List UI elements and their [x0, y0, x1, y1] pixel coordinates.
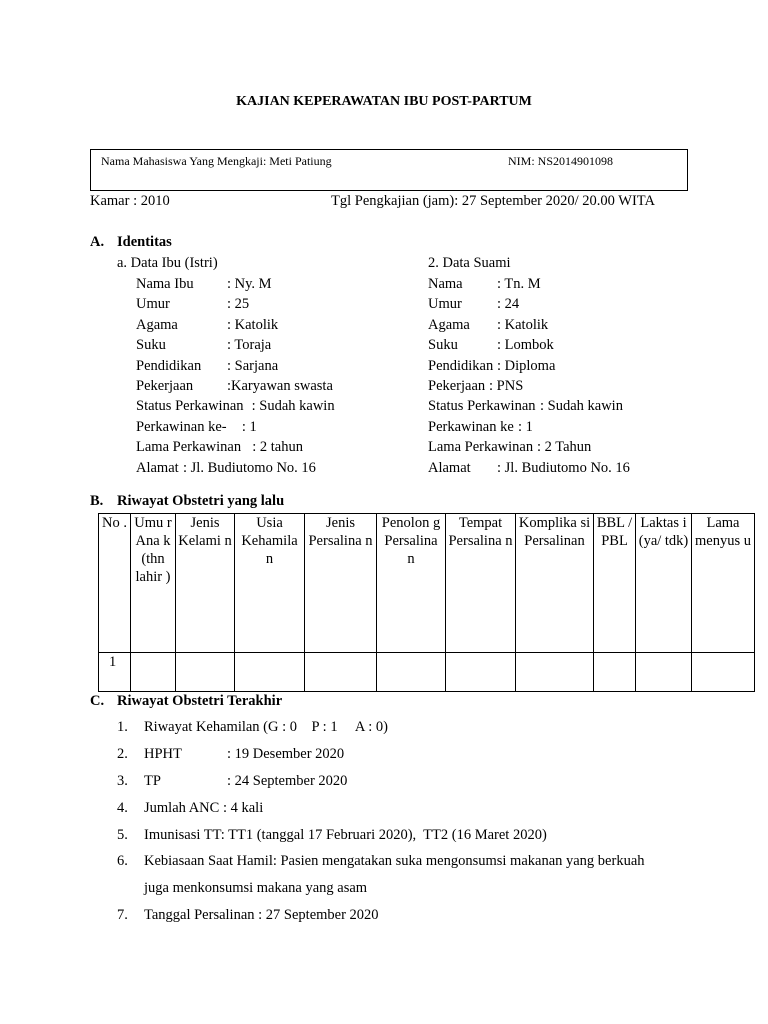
assessment-date: Tgl Pengkajian (jam): 27 September 2020/ 20.00 WITA — [331, 193, 655, 209]
husband-field-value: : 1 — [518, 418, 533, 435]
wife-field-value: : 2 tahun — [245, 439, 303, 456]
table-cell — [636, 653, 692, 692]
student-name: Nama Mahasiswa Yang Mengkaji: Meti Patiung — [101, 154, 332, 168]
wife-field-value: : Katolik — [227, 316, 279, 333]
room-number: Kamar : 2010 — [90, 193, 170, 209]
table-header-cell: Jenis Kelami n — [176, 514, 235, 653]
table-cell — [516, 653, 594, 692]
list-item-number: 6. — [117, 853, 128, 869]
list-item-text: Tanggal Persalinan : 27 September 2020 — [144, 907, 379, 923]
tp-value: : 24 September 2020 — [227, 773, 348, 789]
husband-heading: 2. Data Suami — [428, 255, 511, 271]
table-header-cell: Laktas i (ya/ tdk) — [636, 514, 692, 653]
husband-field-label: Agama — [428, 316, 470, 333]
table-header-cell: Jenis Persalina n — [305, 514, 377, 653]
table-header-cell: Tempat Persalina n — [446, 514, 516, 653]
husband-field-value: : 24 — [497, 296, 520, 313]
list-item-text: HPHT — [144, 746, 182, 762]
table-cell — [692, 653, 755, 692]
husband-field-value: : Katolik — [497, 316, 549, 333]
table-cell — [594, 653, 636, 692]
wife-field-label: Umur — [136, 296, 170, 313]
table-header-cell: BBL / PBL — [594, 514, 636, 653]
table-cell — [176, 653, 235, 692]
table-header-cell: Penolon g Persalina n — [377, 514, 446, 653]
habit-continuation: juga menkonsumsi makana yang asam — [144, 880, 368, 896]
husband-field-label: Suku — [428, 337, 458, 354]
table-cell — [131, 653, 176, 692]
list-item-number: 2. — [117, 746, 128, 762]
table-cell — [377, 653, 446, 692]
table-header-row — [99, 514, 755, 653]
list-item-number: 1. — [117, 719, 128, 735]
table-header-cell: Lama menyus u — [692, 514, 755, 653]
section-c-title: Riwayat Obstetri Terakhir — [117, 693, 283, 709]
husband-field-label: Nama — [428, 276, 463, 292]
wife-field-label: Pendidikan — [136, 357, 202, 374]
list-item-number: 4. — [117, 800, 128, 816]
document-title: KAJIAN KEPERAWATAN IBU POST-PARTUM — [236, 94, 532, 109]
table-cell — [235, 653, 305, 692]
section-c-letter: C. — [90, 693, 105, 709]
husband-field-value: : PNS — [489, 378, 524, 394]
section-a-title: Identitas — [117, 234, 172, 250]
wife-field-value: : 25 — [227, 296, 250, 313]
husband-field-label: Perkawinan ke — [428, 418, 514, 435]
wife-heading: a. Data Ibu (Istri) — [117, 255, 218, 271]
hpht-value: : 19 Desember 2020 — [227, 746, 345, 762]
list-item-number: 3. — [117, 773, 128, 789]
wife-field-label: Agama — [136, 316, 178, 333]
wife-field-value: : 1 — [231, 418, 257, 435]
student-nim: NIM: NS2014901098 — [508, 154, 614, 168]
wife-field-value: : Sudah kawin — [248, 398, 335, 415]
wife-field-label: Lama Perkawinan — [136, 439, 242, 456]
wife-field-value: : Sarjana — [227, 357, 279, 374]
table-header-cell: Komplika si Persalinan — [516, 514, 594, 653]
wife-field-label: Suku — [136, 337, 166, 354]
list-item-text: Jumlah ANC : 4 kali — [144, 800, 264, 816]
wife-field-label: Nama Ibu — [136, 276, 194, 292]
table-cell: 1 — [99, 653, 131, 692]
wife-field-label: Pekerjaan — [136, 378, 194, 394]
obstetric-history-table — [98, 513, 755, 692]
husband-field-value: : Sudah kawin — [540, 398, 623, 415]
table-header-cell: Usia Kehamila n — [235, 514, 305, 653]
table-row — [99, 653, 755, 692]
wife-field-label: Perkawinan ke- — [136, 418, 227, 435]
wife-field-value: : Toraja — [227, 337, 272, 354]
husband-field-label: Umur — [428, 296, 462, 313]
list-item-number: 5. — [117, 827, 128, 843]
table-cell — [446, 653, 516, 692]
list-item-text: Riwayat Kehamilan (G : 0 P : 1 A : 0) — [144, 719, 388, 735]
husband-field-value: : Lombok — [497, 337, 554, 354]
table-cell — [305, 653, 377, 692]
wife-field-value: : Ny. M — [227, 276, 272, 292]
student-info-box — [90, 149, 688, 191]
husband-field-label: Pekerjaan — [428, 378, 486, 394]
husband-field-label: Status Perkawinan — [428, 398, 536, 415]
wife-field-value: : Jl. Budiutomo No. 16 — [183, 459, 316, 476]
husband-field-label: Pendidikan — [428, 357, 494, 374]
section-b-title: Riwayat Obstetri yang lalu — [117, 493, 285, 509]
list-item-text: Kebiasaan Saat Hamil: Pasien mengatakan suka mengonsumsi makanan yang berkuah — [144, 853, 645, 869]
list-item-text: TP — [144, 773, 161, 789]
husband-field-value: : Tn. M — [497, 276, 541, 292]
husband-field-label: Alamat — [428, 459, 471, 476]
husband-field-value: : Jl. Budiutomo No. 16 — [497, 459, 630, 476]
list-item-text: Imunisasi TT: TT1 (tanggal 17 Februari 2020), TT2 (16 Maret 2020) — [144, 827, 547, 843]
wife-field-label: Alamat — [136, 459, 179, 476]
list-item-number: 7. — [117, 907, 128, 923]
wife-field-value: :Karyawan swasta — [227, 378, 333, 394]
section-b-letter: B. — [90, 493, 104, 509]
husband-field-value: : Diploma — [497, 357, 556, 374]
husband-field-label: Lama Perkawinan — [428, 439, 534, 456]
section-a-letter: A. — [90, 234, 105, 250]
table-header-cell: No . — [99, 514, 131, 653]
husband-field-value: : 2 Tahun — [537, 439, 592, 456]
table-header-cell: Umu r Ana k (thn lahir ) — [131, 514, 176, 653]
wife-field-label: Status Perkawinan — [136, 398, 244, 415]
